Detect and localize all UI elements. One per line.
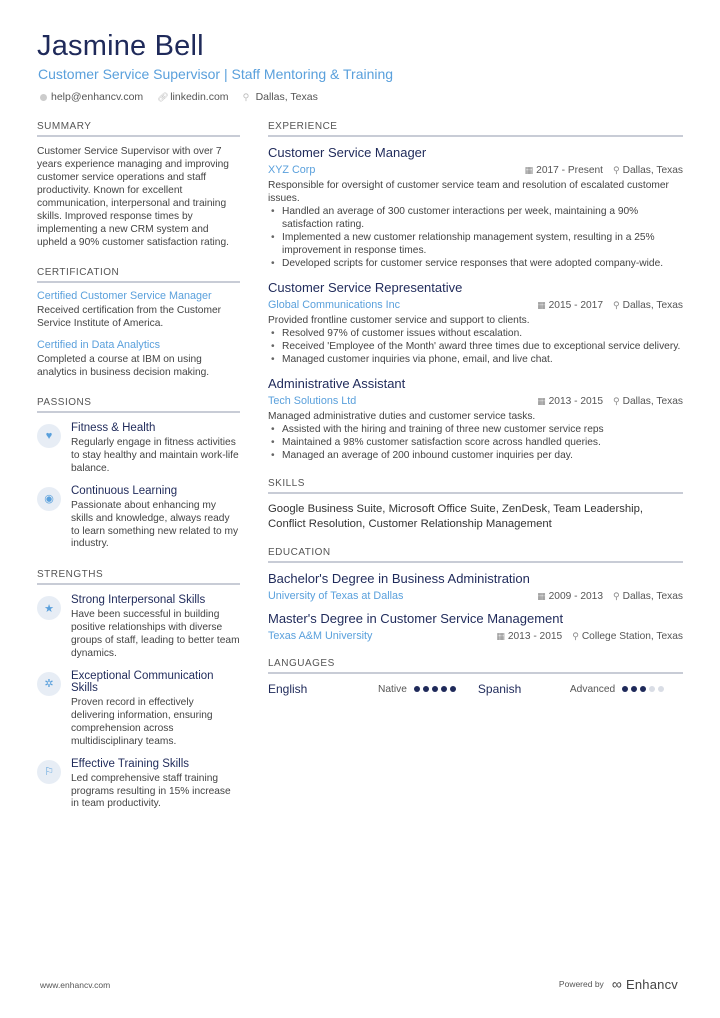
strength-item — [37, 670, 240, 749]
bullet-item: • Received 'Employee of the Month' award three times due to exceptional service delivery. — [268, 340, 683, 353]
location-icon: ⚲ — [242, 91, 250, 102]
cert-title: Certified Customer Service Manager — [37, 290, 212, 302]
strengths-section — [37, 569, 240, 811]
job-title: Customer Service Manager — [268, 145, 427, 160]
rating-dot-filled — [622, 686, 628, 692]
school-name: University of Texas at Dallas — [268, 590, 404, 602]
enhancv-logo-icon: ∞ — [611, 976, 622, 992]
location-icon: ⚲ — [613, 299, 620, 310]
company-name: Global Communications Inc — [268, 299, 401, 311]
job-title: Administrative Assistant — [268, 376, 406, 391]
language-name: English — [268, 682, 308, 696]
passions-section — [37, 397, 240, 551]
passion-item — [37, 422, 240, 476]
cert-title: Certified in Data Analytics — [37, 339, 161, 351]
job-entry — [268, 145, 683, 270]
location-icon: ⚲ — [572, 630, 579, 641]
strength-item — [37, 758, 240, 812]
at-icon — [40, 94, 47, 101]
job-dates: 2017 - Present — [536, 164, 603, 176]
rating-dot-filled — [441, 686, 447, 692]
language-level: Advanced — [569, 683, 616, 695]
language-row — [268, 682, 683, 696]
rating-dot-empty — [658, 686, 664, 692]
strength-title: Effective Training Skills — [71, 757, 190, 770]
education-entry — [268, 571, 683, 602]
bullet-item: • Maintained a 98% customer satisfaction score across handled queries. — [268, 436, 683, 449]
job-location: Dallas, Texas — [622, 395, 683, 407]
passion-desc: Regularly engage in fitness activities to stay healthy and maintain work-life balance. — [71, 437, 239, 474]
cert-desc: Completed a course at IBM on using analytics in business decision making. — [37, 354, 210, 378]
calendar-icon: ▦ — [537, 395, 546, 406]
rating-dot-empty — [649, 686, 655, 692]
rating-dot-filled — [432, 686, 438, 692]
strength-desc: Led comprehensive staff training programs resulting in 15% increase in team productivity. — [71, 772, 231, 810]
experience-heading: EXPERIENCE — [268, 121, 683, 137]
flag-icon: ⚐ — [37, 760, 61, 784]
candidate-title: Customer Service Supervisor | Staff Mentoring & Training — [38, 66, 394, 82]
rating-dot-filled — [631, 686, 637, 692]
job-description: Responsible for oversight of customer service team and resolution of escalated customer issues. — [268, 180, 669, 204]
edu-location: Dallas, Texas — [622, 590, 683, 602]
summary-text: Customer Service Supervisor with over 7 years experience managing and improving customer service operations and staff productivity. Known for excellent communication, interpersonal and training skills. Improved response times by implementing a new CRM system and upheld a 90% customer satisfaction rating. — [37, 146, 229, 248]
calendar-icon: ▦ — [524, 164, 534, 175]
passions-heading: PASSIONS — [37, 397, 240, 413]
job-entry — [268, 376, 683, 462]
rating-dot-filled — [423, 686, 429, 692]
experience-section — [268, 121, 683, 462]
powered-by-text: Powered by — [558, 979, 604, 989]
edu-dates: 2009 - 2013 — [548, 590, 603, 602]
left-column — [37, 121, 240, 811]
passion-desc: Passionate about enhancing my skills and knowledge, always ready to learn something new related to my industry. — [71, 499, 239, 550]
certification-heading: CERTIFICATION — [37, 267, 240, 283]
company-name: XYZ Corp — [268, 164, 316, 176]
bullet-item: • Managed customer inquiries via phone, email, and live chat. — [268, 353, 683, 366]
job-description: Provided frontline customer service and support to clients. — [268, 315, 530, 326]
job-description: Managed administrative duties and customer service tasks. — [268, 411, 536, 422]
job-bullets — [268, 423, 683, 462]
skills-heading: SKILLS — [268, 478, 683, 494]
job-title: Customer Service Representative — [268, 280, 463, 295]
school-name: Texas A&M University — [268, 630, 373, 642]
contact-email[interactable] — [40, 91, 143, 103]
degree-title: Master's Degree in Customer Service Management — [268, 611, 564, 626]
summary-section — [37, 121, 240, 249]
right-column — [268, 121, 683, 696]
education-section — [268, 547, 683, 642]
contact-location-text: Dallas, Texas — [255, 91, 318, 103]
languages-section — [268, 658, 683, 696]
heart-icon: ♥ — [37, 424, 61, 448]
job-bullets — [268, 205, 683, 270]
strength-title: Exceptional Communication Skills — [71, 669, 214, 694]
contact-email-text: help@enhancv.com — [51, 91, 144, 103]
job-location: Dallas, Texas — [622, 164, 683, 176]
degree-title: Bachelor's Degree in Business Administration — [268, 571, 530, 586]
languages-heading: LANGUAGES — [268, 658, 683, 674]
job-location: Dallas, Texas — [622, 299, 683, 311]
bullet-item: • Assisted with the hiring and training of three new customer service reps — [268, 423, 683, 436]
calendar-icon: ▦ — [496, 630, 505, 641]
cert-desc: Received certification from the Customer Service Institute of America. — [37, 305, 222, 329]
passion-item — [37, 485, 240, 552]
contact-bar — [40, 91, 318, 103]
location-icon: ⚲ — [613, 164, 620, 175]
rating-dot-filled — [640, 686, 646, 692]
passion-title: Continuous Learning — [71, 484, 178, 497]
strength-title: Strong Interpersonal Skills — [71, 594, 206, 607]
strength-desc: Proven record in effectively delivering information, ensuring comprehension across multidisciplinary teams. — [71, 696, 213, 747]
bullet-item: • Resolved 97% of customer issues without escalation. — [268, 327, 683, 340]
footer-branding — [559, 976, 678, 992]
education-entry — [268, 611, 683, 642]
strengths-heading: STRENGTHS — [37, 569, 240, 585]
enhancv-logo-text: Enhancv — [626, 976, 678, 992]
education-heading: EDUCATION — [268, 547, 683, 563]
candidate-name: Jasmine Bell — [37, 30, 204, 62]
calendar-icon: ▦ — [537, 299, 546, 310]
job-entry — [268, 280, 683, 366]
calendar-icon: ▦ — [537, 590, 546, 601]
edu-location: College Station, Texas — [581, 630, 683, 642]
strength-item — [37, 594, 240, 661]
bullet-item: • Handled an average of 300 customer interactions per week, maintaining a 90% satisfaction rating. — [268, 205, 683, 231]
rating-dot-filled — [414, 686, 420, 692]
enhancv-logo[interactable] — [612, 976, 678, 992]
company-name: Tech Solutions Ltd — [268, 395, 357, 407]
summary-heading: SUMMARY — [37, 121, 240, 137]
job-dates: 2013 - 2015 — [548, 395, 603, 407]
language-name: Spanish — [477, 682, 522, 696]
job-dates: 2015 - 2017 — [548, 299, 603, 311]
skills-section — [268, 478, 683, 531]
job-bullets — [268, 327, 683, 366]
skills-text: Google Business Suite, Microsoft Office Suite, ZenDesk, Team Leadership, Conflict Resolution, Customer Relationship Management — [268, 503, 644, 530]
edu-dates: 2013 - 2015 — [507, 630, 563, 642]
language-rating — [622, 686, 664, 692]
contact-linkedin[interactable] — [157, 91, 228, 103]
certification-section — [37, 267, 240, 379]
star-icon: ★ — [37, 596, 61, 620]
location-icon: ⚲ — [613, 395, 620, 406]
bullet-item: • Developed scripts for customer service responses that were adopted company-wide. — [268, 257, 683, 270]
brain-icon: ◉ — [37, 487, 61, 511]
location-icon: ⚲ — [613, 590, 620, 601]
contact-linkedin-text: linkedin.com — [170, 91, 229, 103]
bullet-item: • Managed an average of 200 inbound customer inquiries per day. — [268, 449, 683, 462]
passion-title: Fitness & Health — [71, 422, 156, 434]
strength-desc: Have been successful in building positive relationships with diverse groups of staff, leading to better team dynamics. — [71, 609, 240, 660]
language-level: Native — [378, 683, 407, 695]
bullet-item: • Implemented a new customer relationship management system, resulting in a 25% improvement in response times. — [268, 231, 683, 257]
link-icon: 🔗︎ — [157, 91, 169, 102]
rating-dot-filled — [450, 686, 456, 692]
footer-website[interactable]: www.enhancv.com — [40, 980, 111, 990]
handshake-icon: ✲ — [37, 672, 61, 696]
language-rating — [414, 686, 456, 692]
contact-location — [243, 91, 318, 103]
